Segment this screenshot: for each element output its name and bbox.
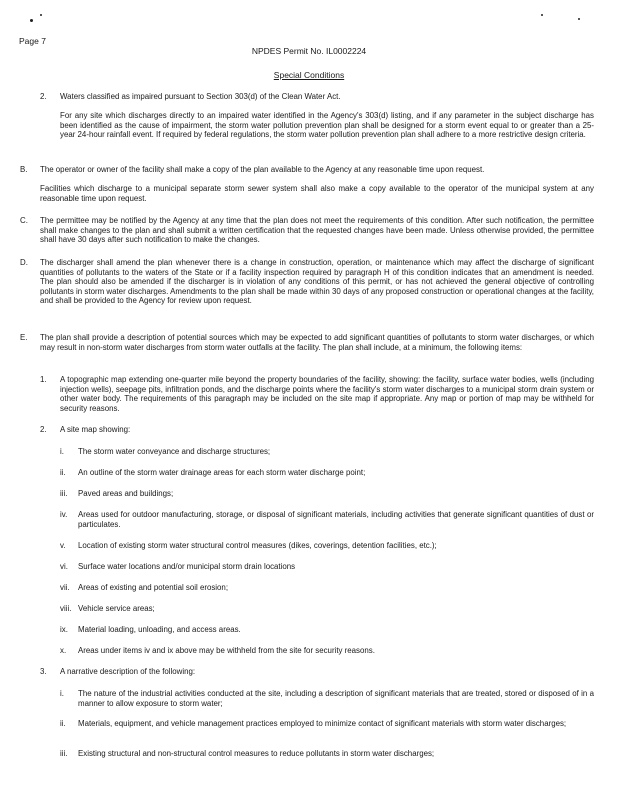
item-c-text: The permittee may be notified by the Agency at any time that the plan does not meet the requirements of this condition. After such notification, the permittee shall make changes to the plan and shall submit a written certification that the requested changes have been made. Unless otherwise provided, the permittee shall have 30 days after such notification to make the changes. xyxy=(40,216,594,245)
sub-3-item-number: i. xyxy=(60,689,64,698)
sub-2-item-number: iii. xyxy=(60,489,68,498)
page-label: Page 7 xyxy=(19,36,46,46)
sub-3-item-text: The nature of the industrial activities conducted at the site, including a description of significant materials that are treated, stored or disposed of in a manner to allow exposure to storm water; xyxy=(78,689,594,708)
sub-3-item-text: Existing structural and non-structural control measures to reduce pollutants in storm water discharges; xyxy=(78,749,435,758)
sub-3-number: 3. xyxy=(40,667,47,676)
scan-speck xyxy=(578,18,580,20)
sub-1-text: A topographic map extending one-quarter mile beyond the property boundaries of the facility, showing: the facility, surface water bodies, wells (including injection wells), seepage pits, infiltration ponds, and the discharge points where the facility's storm water discharges to a municipal storm drain system or other water body. The requirements of this paragraph may be included on the site map if appropriate. Any map or portion of map may be withheld for security reasons. xyxy=(60,375,594,413)
sub-2-item-text: Location of existing storm water structural control measures (dikes, coverings, detention facilities, etc.); xyxy=(78,541,437,550)
sub-1-number: 1. xyxy=(40,375,47,384)
sub-2-item-text: The storm water conveyance and discharge structures; xyxy=(78,447,271,456)
item-d-letter: D. xyxy=(20,258,28,267)
sub-3-lead: A narrative description of the following: xyxy=(60,667,196,676)
item-2-lead: Waters classified as impaired pursuant to Section 303(d) of the Clean Water Act. xyxy=(60,92,341,101)
item-e-letter: E. xyxy=(20,333,28,342)
sub-2-item-number: iv. xyxy=(60,510,68,519)
sub-2-item-number: ii. xyxy=(60,468,66,477)
sub-2-item-text: Vehicle service areas; xyxy=(78,604,155,613)
sub-2-item-number: viii. xyxy=(60,604,72,613)
sub-2-lead: A site map showing: xyxy=(60,425,131,434)
sub-3-item-number: iii. xyxy=(60,749,68,758)
sub-2-item-number: v. xyxy=(60,541,66,550)
sub-2-item-text: Areas under items iv and ix above may be withheld from the site for security reasons. xyxy=(78,646,375,655)
section-title: Special Conditions xyxy=(273,70,345,80)
sub-2-item-text: Material loading, unloading, and access areas. xyxy=(78,625,241,634)
sub-2-item-text: An outline of the storm water drainage areas for each storm water discharge point; xyxy=(78,468,366,477)
sub-2-item-text: Areas used for outdoor manufacturing, storage, or disposal of significant materials, including activities that generate significant quantities of dust or particulates. xyxy=(78,510,594,529)
sub-2-item-number: vii. xyxy=(60,583,70,592)
item-b-p2: Facilities which discharge to a municipal separate storm sewer system shall also make a copy available to the operator of the municipal system at any reasonable time upon request. xyxy=(40,184,594,203)
sub-2-item-number: ix. xyxy=(60,625,68,634)
sub-2-item-text: Surface water locations and/or municipal storm drain locations xyxy=(78,562,296,571)
sub-2-item-text: Paved areas and buildings; xyxy=(78,489,174,498)
scan-speck xyxy=(40,14,42,16)
sub-2-item-number: i. xyxy=(60,447,64,456)
sub-2-item-text: Areas of existing and potential soil erosion; xyxy=(78,583,229,592)
sub-2-number: 2. xyxy=(40,425,47,434)
item-b-p1: The operator or owner of the facility shall make a copy of the plan available to the Agency at any reasonable time upon request. xyxy=(40,165,485,174)
sub-3-item-text: Materials, equipment, and vehicle management practices employed to minimize contact of significant materials with storm water discharges; xyxy=(78,719,567,728)
item-2-number: 2. xyxy=(40,92,47,101)
scan-speck xyxy=(541,14,543,16)
item-2-body: For any site which discharges directly to an impaired water identified in the Agency's 303(d) listing, and if any parameter in the subject discharge has been identified as the cause of impairment, the storm water pollution prevention plan shall be designed for a storm event equal to or greater than a 25-year 24-hour rainfall event. If required by federal regulations, the storm water pollution prevention plan shall adhere to a more restrictive design criteria. xyxy=(60,111,594,140)
item-b-letter: B. xyxy=(20,165,28,174)
item-c-letter: C. xyxy=(20,216,28,225)
item-d-text: The discharger shall amend the plan whenever there is a change in construction, operation, or maintenance which may affect the discharge of significant quantities of pollutants to the waters of the State or if a facility inspection required by paragraph H of this condition indicates that an amendment is needed. The plan should also be amended if the discharger is in violation of any conditions of this permit, or has not achieved the general objective of controlling pollutants in storm water discharges. Amendments to the plan shall be made within 30 days of any proposed construction or operational changes at the facility, and shall be provided to the Agency for review upon request. xyxy=(40,258,594,306)
sub-2-item-number: x. xyxy=(60,646,67,655)
sub-3-item-number: ii. xyxy=(60,719,66,728)
scan-speck xyxy=(30,19,33,22)
permit-number: NPDES Permit No. IL0002224 xyxy=(251,46,367,56)
sub-2-item-number: vi. xyxy=(60,562,68,571)
item-e-text: The plan shall provide a description of potential sources which may be expected to add significant quantities of pollutants to storm water discharges, or which may result in non-storm water discharges from storm water outfalls at the facility. The plan shall include, at a minimum, the following items: xyxy=(40,333,594,352)
